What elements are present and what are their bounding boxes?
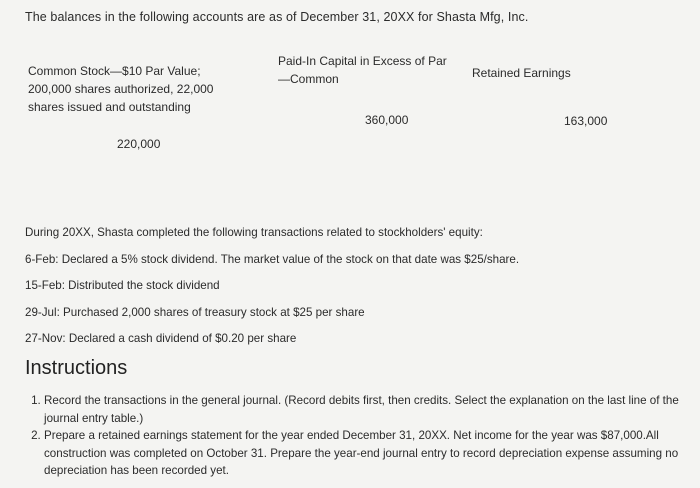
paid-in-capital-header-line: Paid-In Capital in Excess of Par — [278, 54, 447, 68]
transaction-item: 15-Feb: Distributed the stock dividend — [25, 279, 220, 292]
transactions-section — [25, 224, 519, 357]
paid-in-capital-header — [278, 52, 453, 88]
transaction-item: 6-Feb: Declared a 5% stock dividend. The market value of the stock on that date was $25/share. — [25, 252, 520, 266]
common-stock-header-line: shares issued and outstanding — [28, 100, 191, 114]
common-stock-header — [28, 62, 238, 116]
intro-text: The balances in the following accounts are as of December 31, 20XX for Shasta Mfg, Inc. — [25, 10, 529, 24]
common-stock-header-line: 200,000 shares authorized, 22,000 — [28, 82, 214, 96]
common-stock-header-line: Common Stock—$10 Par Value; — [28, 64, 201, 78]
paid-in-capital-amount: 360,000 — [365, 113, 409, 127]
transaction-item: 27-Nov: Declared a cash dividend of $0.20 per share — [25, 332, 297, 345]
transactions-intro: During 20XX, Shasta completed the following transactions related to stockholders' equity: — [25, 226, 483, 239]
retained-earnings-header — [472, 64, 592, 82]
retained-earnings-header-line: Retained Earnings — [472, 66, 571, 80]
transaction-item: 29-Jul: Purchased 2,000 shares of treasury stock at $25 per share — [25, 305, 365, 319]
paid-in-capital-header-line: —Common — [278, 72, 339, 86]
instruction-item: 1. Record the transactions in the general journal. (Record debits first, then credits. Select the explanation on the last line of the journal entry table.) — [44, 392, 700, 427]
instructions-list — [22, 392, 700, 480]
common-stock-amount: 220,000 — [117, 137, 161, 151]
instruction-item: 2. Prepare a retained earnings statement for the year ended December 31, 20XX. Net income for the year was $87,000.All construction was completed on October 31. Prepare the year-end journal entry to record depreciation expense assuming no depreciation has been recorded yet. — [44, 427, 700, 480]
instructions-title: Instructions — [25, 357, 128, 379]
retained-earnings-amount: 163,000 — [564, 114, 608, 128]
